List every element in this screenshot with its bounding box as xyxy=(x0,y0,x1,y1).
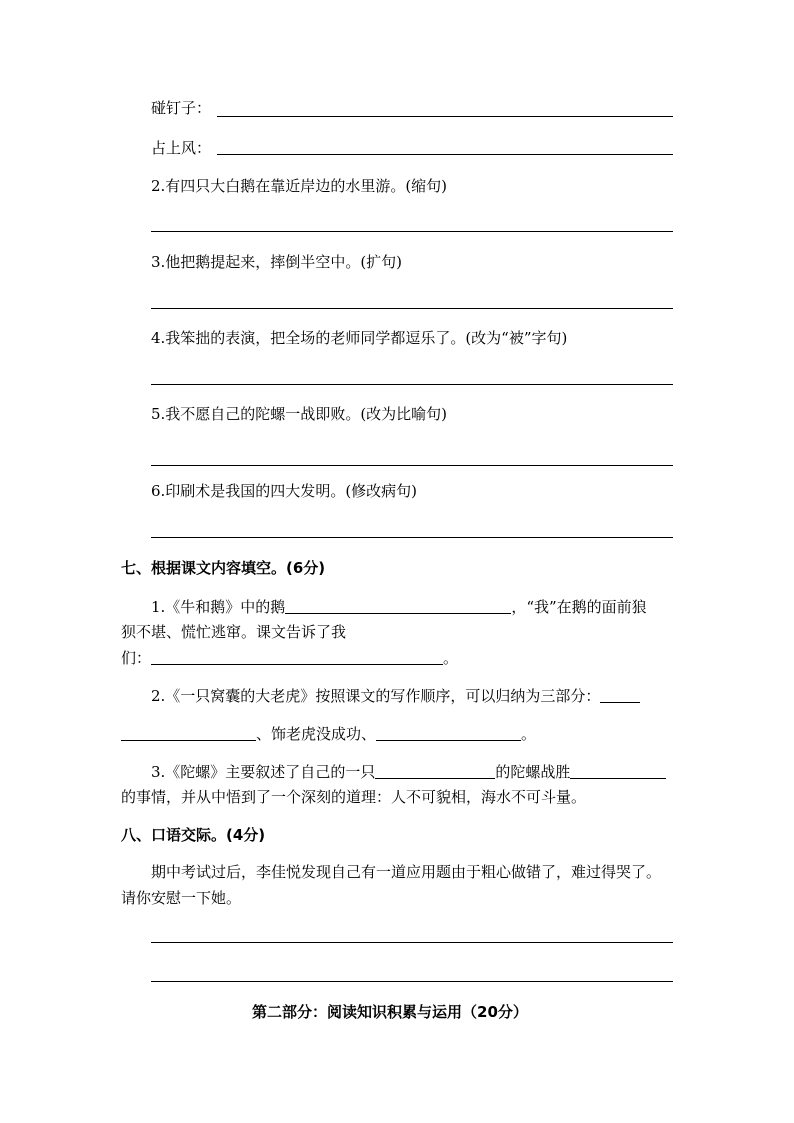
question-6: 6.印刷术是我国的四大发明。(修改病句) xyxy=(151,482,418,500)
answer-line-q2[interactable] xyxy=(151,231,673,232)
section-7-q3-line2: 的事情，并从中悟到了一个深刻的道理：人不可貌相，海水不可斗量。 xyxy=(121,788,587,806)
q1-text-b: ，“我”在鹅的面前狼 xyxy=(511,598,647,616)
q2-text-c: 。 xyxy=(521,725,537,743)
section-7-q1-line2: 狈不堪、慌忙逃窜。课文告诉了我 xyxy=(121,623,347,641)
q2-blank-1[interactable] xyxy=(600,687,640,703)
vocab-label-1: 碰钉子： xyxy=(151,99,212,117)
answer-line-q4[interactable] xyxy=(151,384,673,385)
section-7-q3-line1 xyxy=(151,762,666,782)
section-8-prompt-line1: 期中考试过后，李佳悦发现自己有一道应用题由于粗心做错了，难过得哭了。 xyxy=(151,863,662,881)
section-7-q1-line1 xyxy=(151,597,647,617)
answer-line-s8-2[interactable] xyxy=(151,981,673,982)
answer-line-q5[interactable] xyxy=(151,465,673,466)
q3-text-a: 3.《陀螺》主要叙述了自己的一只 xyxy=(151,763,376,781)
q3-blank-1[interactable] xyxy=(375,763,495,779)
q1-text-a: 1.《牛和鹅》中的鹅 xyxy=(151,598,286,616)
answer-line-1[interactable] xyxy=(217,116,673,117)
question-2: 2.有四只大白鹅在靠近岸边的水里游。(缩句) xyxy=(151,177,448,195)
section-7-q2-line1 xyxy=(151,686,640,706)
answer-line-q3[interactable] xyxy=(151,308,673,309)
q1-text-e: 。 xyxy=(443,649,459,667)
question-3: 3.他把鹅提起来，摔倒半空中。(扩句) xyxy=(151,253,403,271)
answer-line-s8-1[interactable] xyxy=(151,942,673,943)
q1-text-d: 们： xyxy=(121,649,152,667)
q1-blank-2[interactable] xyxy=(151,649,443,665)
part-2-heading: 第二部分：阅读知识积累与运用（20分） xyxy=(252,1003,528,1021)
q3-text-b: 的陀螺战胜 xyxy=(495,763,571,781)
q3-blank-2[interactable] xyxy=(570,763,666,779)
q2-blank-2[interactable] xyxy=(121,725,256,741)
vocab-label-2: 占上风： xyxy=(151,139,212,157)
answer-line-q6[interactable] xyxy=(151,537,673,538)
question-4: 4.我笨拙的表演，把全场的老师同学都逗乐了。(改为“被”字句) xyxy=(151,329,568,347)
section-8-prompt-line2: 请你安慰一下她。 xyxy=(121,889,242,907)
q2-text-b: 、饰老虎没成功、 xyxy=(256,725,377,743)
answer-line-2[interactable] xyxy=(217,154,673,155)
q1-blank-1[interactable] xyxy=(285,598,511,614)
section-7-q1-line3 xyxy=(121,648,458,668)
q2-blank-3[interactable] xyxy=(376,725,521,741)
section-8-heading: 八、口语交际。(4分) xyxy=(121,826,266,844)
question-5: 5.我不愿自己的陀螺一战即败。(改为比喻句) xyxy=(151,405,448,423)
section-7-q2-line2 xyxy=(121,724,536,744)
q2-text-a: 2.《一只窝囊的大老虎》按照课文的写作顺序，可以归纳为三部分： xyxy=(151,687,601,705)
section-7-heading: 七、根据课文内容填空。(6分) xyxy=(121,559,326,577)
